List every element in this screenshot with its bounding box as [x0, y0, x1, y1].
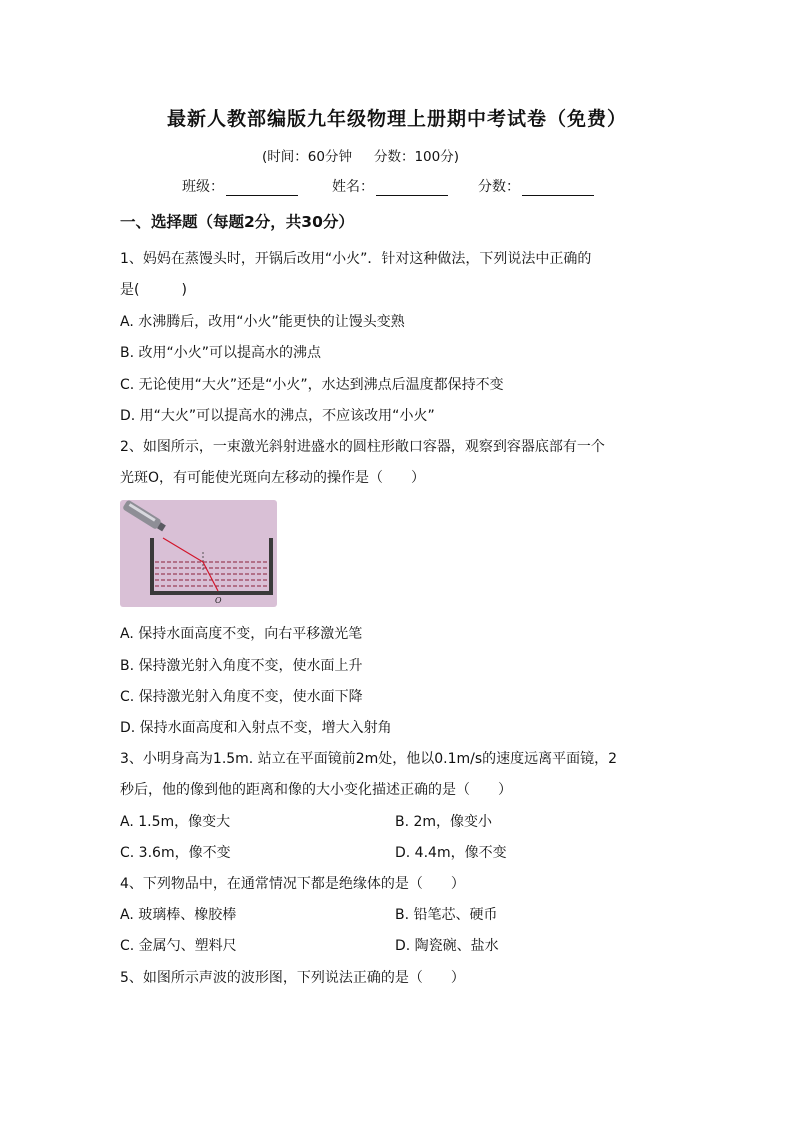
q2-option-a[interactable]: A. 保持水面高度不变，向右平移激光笔: [120, 626, 363, 642]
page-title: 最新人教部编版九年级物理上册期中考试卷（免费）: [166, 108, 627, 130]
score-blank[interactable]: [522, 181, 594, 196]
q3-option-b[interactable]: B. 2m，像变小: [395, 814, 493, 830]
q1-option-c[interactable]: C. 无论使用“大火”还是“小火”，水达到沸点后温度都保持不变: [120, 377, 504, 393]
q1-option-d[interactable]: D. 用“大火”可以提高水的沸点，不应该改用“小火”: [120, 408, 435, 424]
q3-stem-line1: 3、小明身高为1.5m. 站立在平面镜前2m处，他以0.1m/s的速度远离平面镜，2: [120, 751, 618, 767]
score-field[interactable]: [478, 176, 594, 196]
q4-option-d[interactable]: D. 陶瓷碗、盐水: [395, 938, 499, 954]
q4-option-b[interactable]: B. 铅笔芯、硬币: [395, 907, 498, 923]
q2-option-c[interactable]: C. 保持激光射入角度不变，使水面下降: [120, 689, 363, 705]
student-info: [182, 176, 594, 196]
q4-option-c[interactable]: C. 金属勺、塑料尺: [120, 938, 237, 954]
q2-option-b[interactable]: B. 保持激光射入角度不变，使水面上升: [120, 658, 363, 674]
total-score: 分数：100分): [373, 149, 459, 165]
q1-option-b[interactable]: B. 改用“小火”可以提高水的沸点: [120, 345, 322, 361]
name-label: 姓名：: [332, 179, 374, 195]
q2-stem-line2: 光斑O，有可能使光斑向左移动的操作是（ ）: [120, 470, 426, 486]
q3-option-c[interactable]: C. 3.6m，像不变: [120, 845, 231, 861]
time-limit: (时间：60分钟: [262, 149, 352, 165]
q1-stem-line2: 是( ): [120, 282, 187, 298]
q3-option-a[interactable]: A. 1.5m，像变大: [120, 814, 231, 830]
q2-stem-line1: 2、如图所示，一束激光斜射进盛水的圆柱形敞口容器，观察到容器底部有一个: [120, 439, 605, 455]
q4-option-a[interactable]: A. 玻璃棒、橡胶棒: [120, 907, 237, 923]
name-field[interactable]: [332, 176, 448, 196]
q1-option-a[interactable]: A. 水沸腾后，改用“小火”能更快的让馒头变熟: [120, 314, 405, 330]
class-field[interactable]: [182, 176, 298, 196]
score-label: 分数：: [478, 179, 520, 195]
section-heading: 一、选择题（每题2分，共30分）: [120, 213, 354, 231]
q3-stem-line2: 秒后，他的像到他的距离和像的大小变化描述正确的是（ ）: [120, 782, 512, 798]
name-blank[interactable]: [376, 181, 448, 196]
q4-stem-line1: 4、下列物品中，在通常情况下都是绝缘体的是（ ）: [120, 876, 465, 892]
spot-o-label: O: [215, 596, 222, 605]
class-label: 班级：: [182, 179, 224, 195]
q3-option-d[interactable]: D. 4.4m，像不变: [395, 845, 507, 861]
q1-stem-line1: 1、妈妈在蒸馒头时，开锅后改用“小火”．针对这种做法，下列说法中正确的: [120, 251, 592, 267]
q5-stem-line1: 5、如图所示声波的波形图，下列说法正确的是（ ）: [120, 970, 465, 986]
class-blank[interactable]: [226, 181, 298, 196]
q2-option-d[interactable]: D. 保持水面高度和入射点不变，增大入射角: [120, 720, 392, 736]
exam-meta: [262, 145, 459, 165]
laser-water-figure: [120, 500, 277, 607]
